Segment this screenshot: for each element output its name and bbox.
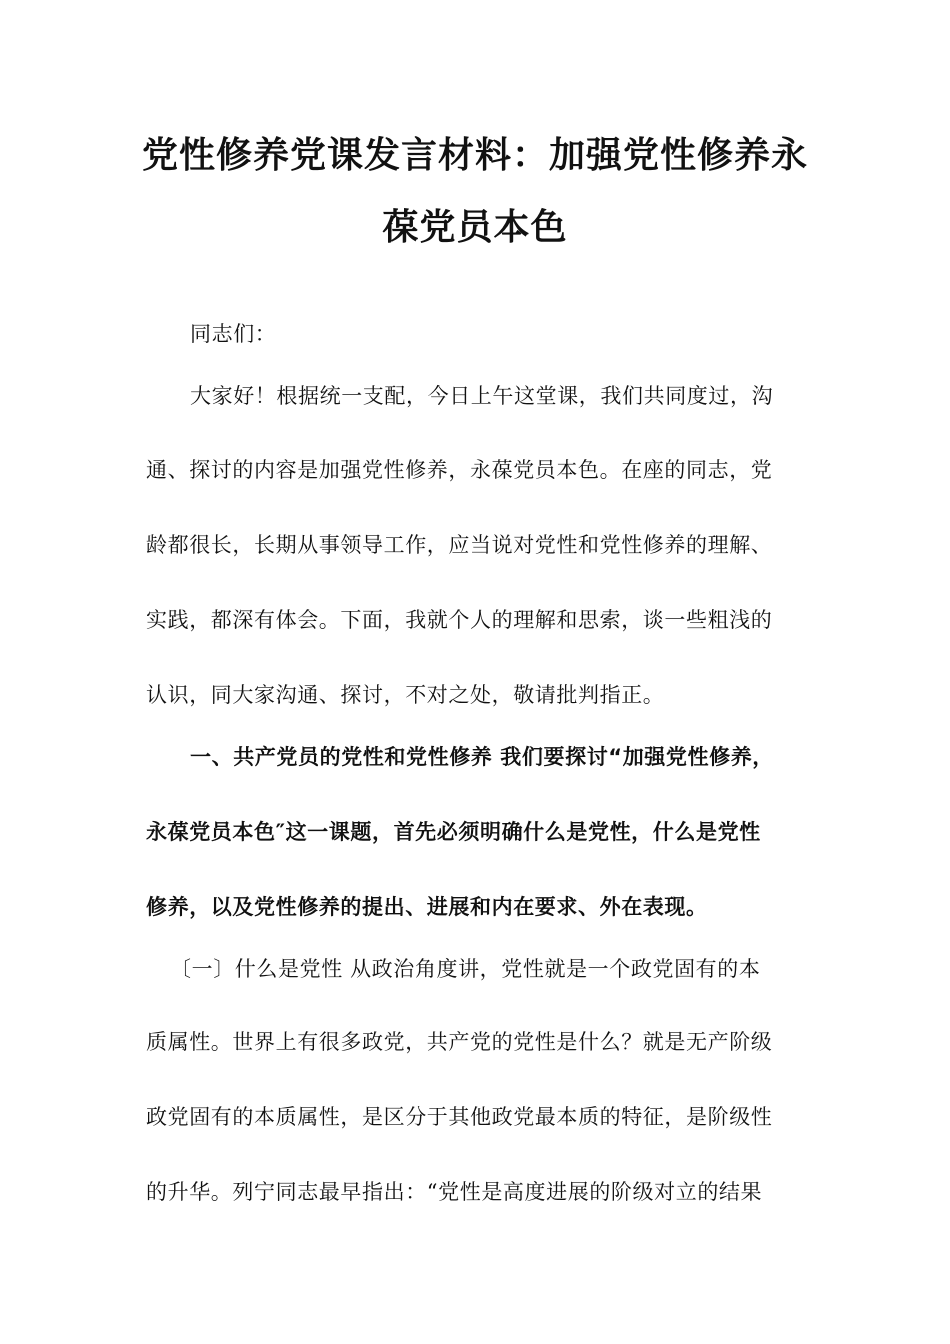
paragraph-line: 大家好！根据统一支配，今日上午这堂课，我们共同度过，沟 bbox=[190, 384, 774, 408]
paragraph-line: 的升华。列宁同志最早指出：“党性是高度进展的阶级对立的结果 bbox=[146, 1180, 763, 1204]
salutation: 同志们： bbox=[190, 322, 277, 346]
section-heading-line: 永葆党员本色″这一课题，首先必须明确什么是党性，什么是党性 bbox=[146, 820, 761, 844]
document-title-line-1: 党性修养党课发言材料：加强党性修养永 bbox=[141, 135, 808, 176]
paragraph-line: 通、探讨的内容是加强党性修养，永葆党员本色。在座的同志，党 bbox=[146, 458, 773, 482]
paragraph-line: 龄都很长，长期从事领导工作，应当说对党性和党性修养的理解、 bbox=[146, 533, 773, 557]
section-heading-line: 修养，以及党性修养的提出、进展和内在要求、外在表现。 bbox=[146, 895, 708, 919]
paragraph-line: 政党固有的本质属性，是区分于其他政党最本质的特征，是阶级性 bbox=[146, 1105, 773, 1129]
document-title-line-2: 葆党员本色 bbox=[382, 207, 568, 248]
section-heading-line: 一、共产党员的党性和党性修养 我们要探讨“加强党性修养， bbox=[190, 745, 774, 769]
paragraph-line: 质属性。世界上有很多政党，共产党的党性是什么？就是无产阶级 bbox=[146, 1030, 773, 1054]
paragraph-line: 认识，同大家沟通、探讨，不对之处，敬请批判指正。 bbox=[146, 683, 665, 707]
paragraph-line: 实践，都深有体会。下面，我就个人的理解和思索，谈一些粗浅的 bbox=[146, 608, 773, 632]
paragraph-line: 〔一〕什么是党性 从政治角度讲，党性就是一个政党固有的本 bbox=[170, 957, 761, 981]
